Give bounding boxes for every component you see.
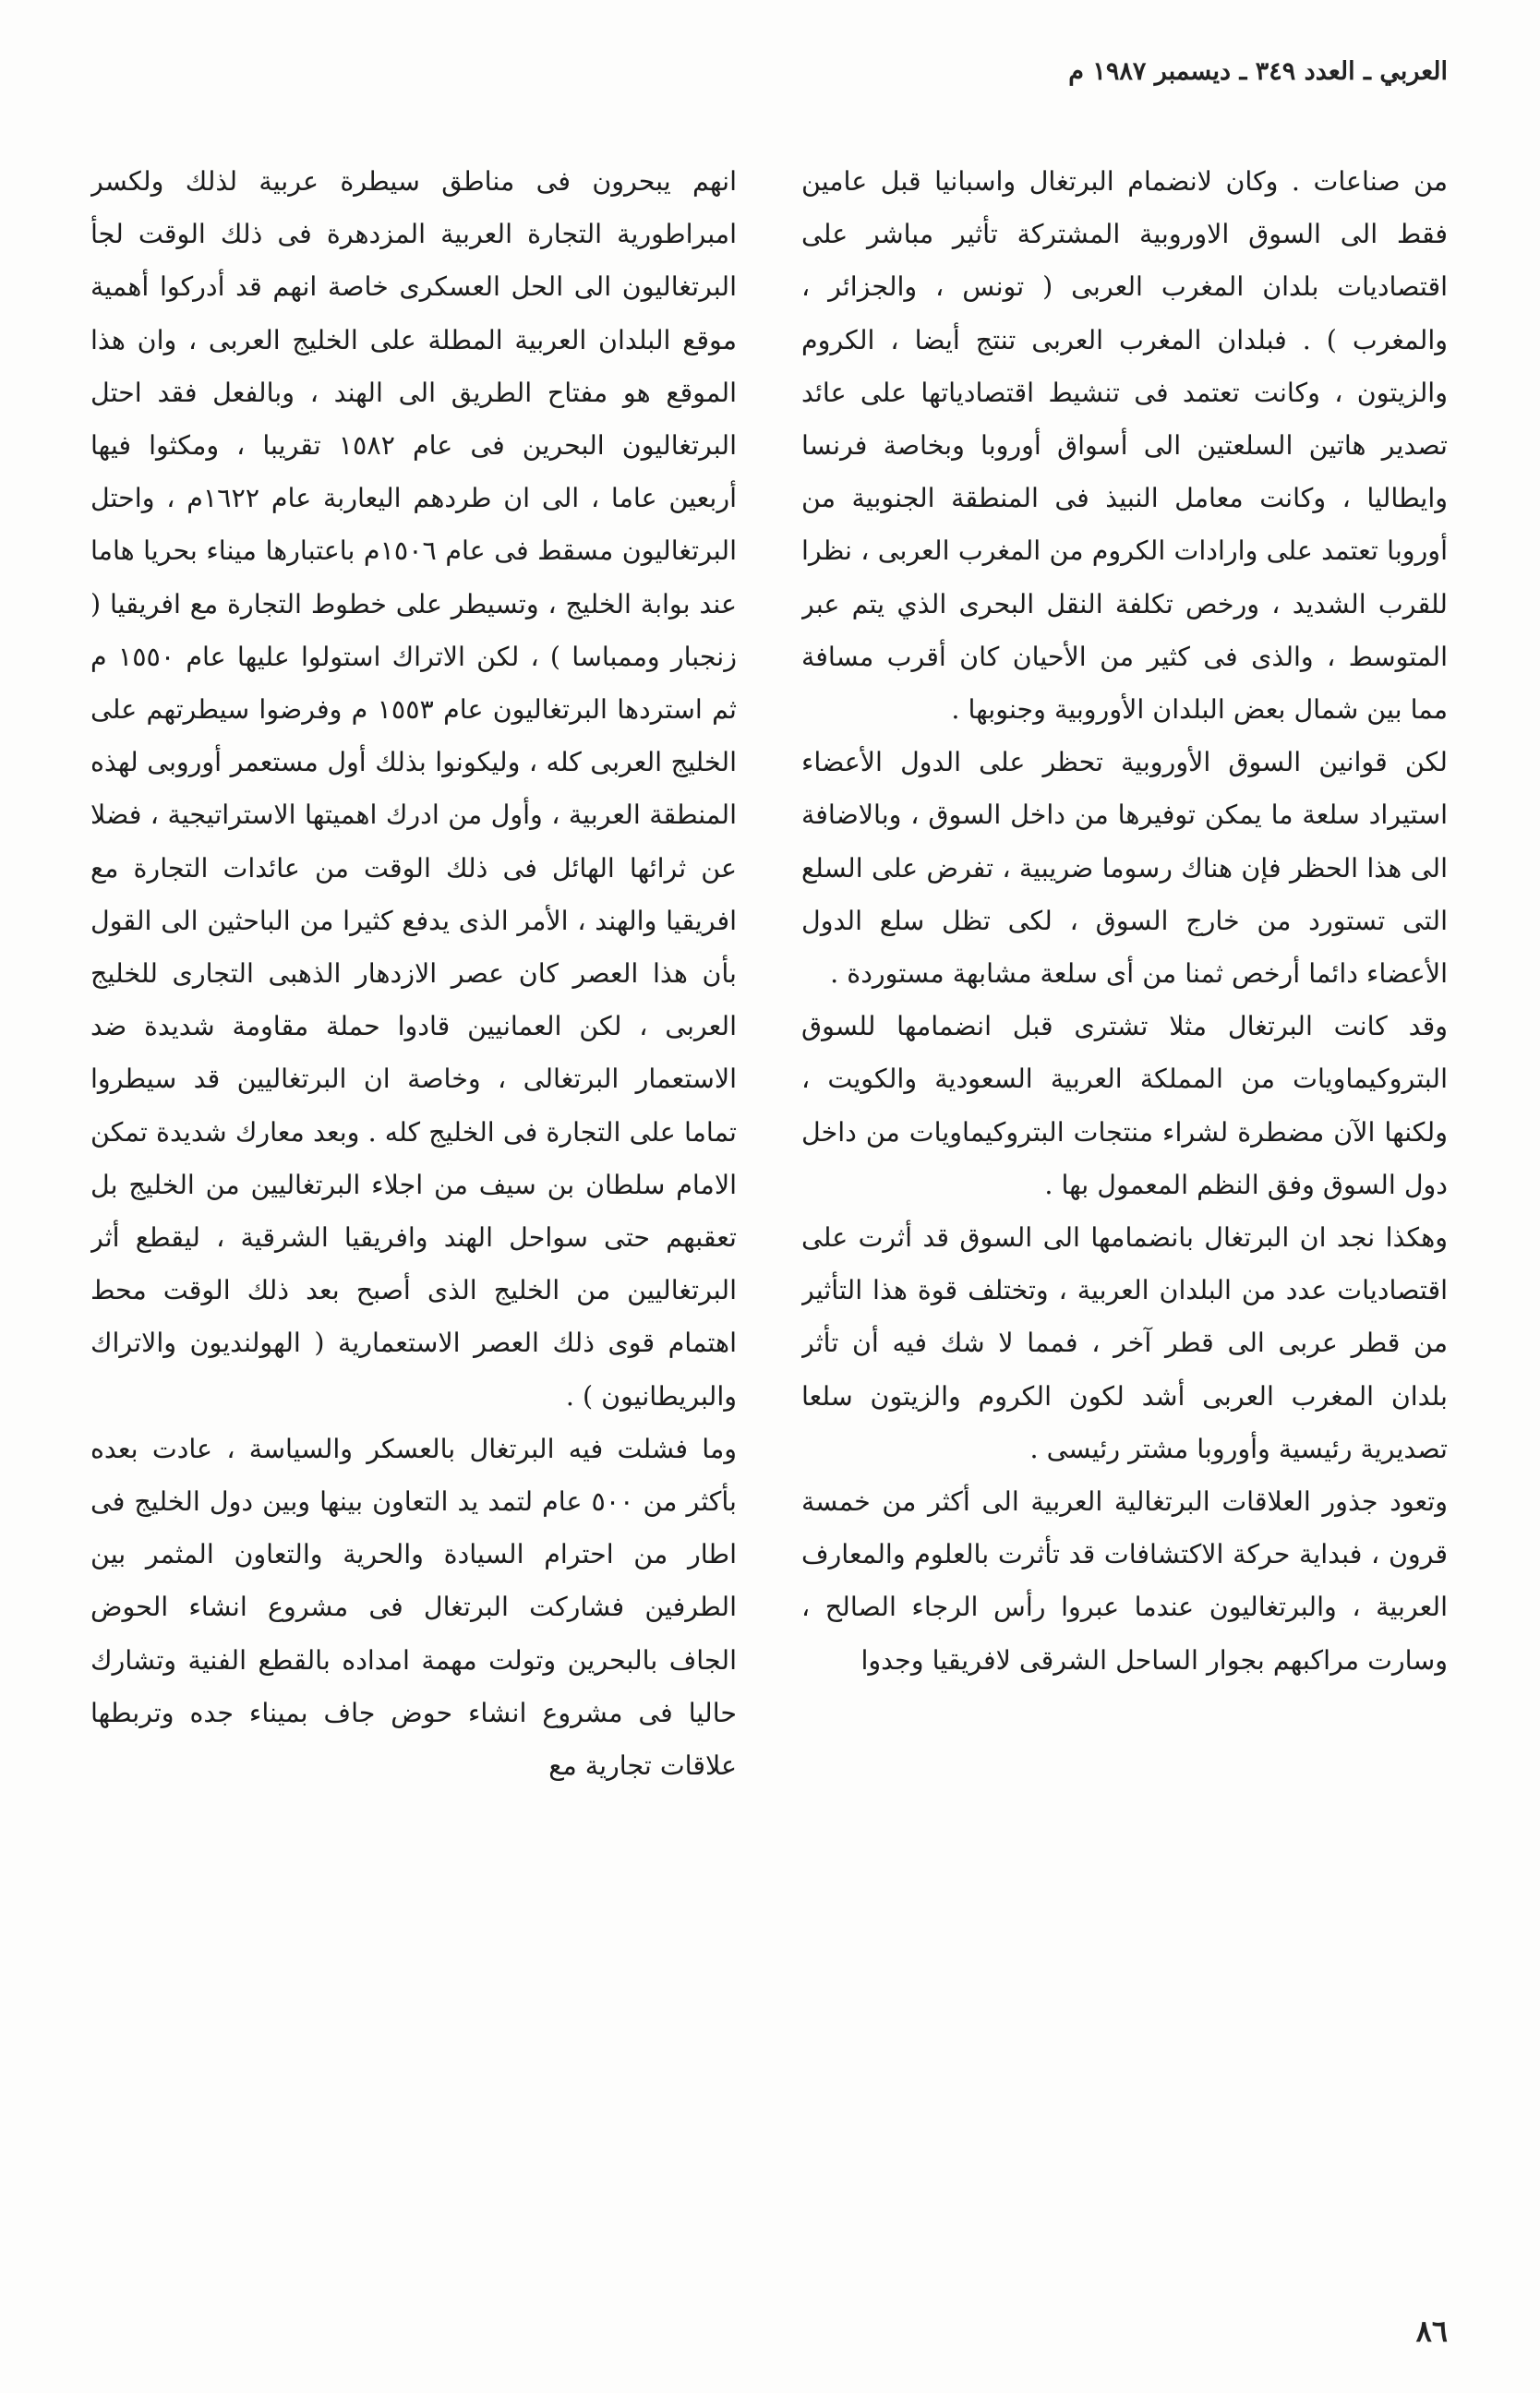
left-paragraph-1: انهم يبحرون فى مناطق سيطرة عربية لذلك ولكسر امبراطورية التجارة العربية المزدهرة فى ذلك الوقت لجأ البرتغاليون الى الحل العسكرى خاصة انهم قد أدركوا أهمية موقع البلدان العربية المطلة على الخليج العربى ، وان هذا الموقع هو مفتاح الطريق الى الهند ، وبالفعل فقد احتل البرتغاليون البحرين فى عام ١٥٨٢ تقريبا ، ومكثوا فيها أربعين عاما ، الى ان طردهم اليعاربة عام ١٦٢٢م ، واحتل البرتغاليون مسقط فى عام ١٥٠٦م باعتبارها ميناء بحريا هاما عند بوابة الخليج ، وتسيطر على خطوط التجارة مع افريقيا ( زنجبار وممباسا ) ، لكن الاتراك استولوا عليها عام ١٥٥٠ م ثم استردها البرتغاليون عام ١٥٥٣ م وفرضوا سيطرتهم على الخليج العربى كله ، وليكونوا بذلك أول مستعمر أوروبى لهذه المنطقة العربية ، وأول من ادرك اهميتها الاستراتيجية ، فضلا عن ثرائها الهائل فى ذلك الوقت من عائدات التجارة مع افريقيا والهند ، الأمر الذى يدفع كثيرا من الباحثين الى القول بأن هذا العصر كان عصر الازدهار الذهبى التجارى للخليج العربى ، لكن العمانيين قادوا حملة مقاومة شديدة ضد الاستعمار البرتغالى ، وخاصة ان البرتغاليين قد سيطروا تماما على التجارة فى الخليج كله . وبعد معارك شديدة تمكن الامام سلطان بن سيف من اجلاء البرتغاليين من الخليج بل تعقبهم حتى سواحل الهند وافريقيا الشرقية ، ليقطع أثر البرتغاليين من الخليج الذى أصبح بعد ذلك الوقت محط اهتمام قوى ذلك العصر الاستعمارية ( الهولنديون والاتراك والبريطانيون ) .	[90, 166, 737, 1412]
page-number: ٨٦	[1415, 2314, 1448, 2349]
right-paragraph-4: وهكذا نجد ان البرتغال بانضمامها الى السوق قد أثرت على اقتصاديات عدد من البلدان العربية ، وتختلف قوة هذا التأثير من قطر عربى الى قطر آخر ، فمما لا شك فيه أن تأثر بلدان المغرب العربى أشد لكون الكروم والزيتون سلعا تصديرية رئيسية وأوروبا مشتر رئيسى .	[801, 1222, 1448, 1464]
right-paragraph-2: لكن قوانين السوق الأوروبية تحظر على الدول الأعضاء استيراد سلعة ما يمكن توفيرها من داخل السوق ، وبالاضافة الى هذا الحظر فإن هناك رسوما ضريبية ، تفرض على السلع التى تستورد من خارج السوق ، لكى تظل سلع الدول الأعضاء دائما أرخص ثمنا من أى سلعة مشابهة مستوردة .	[801, 747, 1448, 990]
right-paragraph-1: من صناعات . وكان لانضمام البرتغال واسبانيا قبل عامين فقط الى السوق الاوروبية المشتركة تأثير مباشر على اقتصاديات بلدان المغرب العربى ( تونس ، والجزائر ، والمغرب ) . فبلدان المغرب العربى تنتج أيضا ، الكروم والزيتون ، وكانت تعتمد فى تنشيط اقتصادياتها على عائد تصدير هاتين السلعتين الى أسواق أوروبا وبخاصة فرنسا وايطاليا ، وكانت معامل النبيذ فى المنطقة الجنوبية من أوروبا تعتمد على وارادات الكروم من المغرب العربى ، نظرا للقرب الشديد ، ورخص تكلفة النقل البحرى الذي يتم عبر المتوسط ، والذى فى كثير من الأحيان كان أقرب مسافة مما بين شمال بعض البلدان الأوروبية وجنوبها .	[801, 166, 1448, 726]
left-paragraph-2: وما فشلت فيه البرتغال بالعسكر والسياسة ، عادت بعده بأكثر من ٥٠٠ عام لتمد يد التعاون بينها وبين دول الخليج فى اطار من احترام السيادة والحرية والتعاون المثمر بين الطرفين فشاركت البرتغال فى مشروع انشاء الحوض الجاف بالبحرين وتولت مهمة امداده بالقطع الفنية وتشارك حاليا فى مشروع انشاء حوض جاف بميناء جده وتربطها علاقات تجارية مع	[90, 1433, 737, 1782]
right-column	[801, 155, 1448, 2269]
right-paragraph-3: وقد كانت البرتغال مثلا تشترى قبل انضمامها للسوق البتروكيماويات من المملكة العربية السعودية والكويت ، ولكنها الآن مضطرة لشراء منتجات البتروكيماويات من داخل دول السوق وفق النظم المعمول بها .	[801, 1011, 1448, 1200]
running-header: العربي ـ العدد ٣٤٩ ـ ديسمبر ١٩٨٧ م	[1068, 57, 1448, 86]
right-paragraph-5: وتعود جذور العلاقات البرتغالية العربية الى أكثر من خمسة قرون ، فبداية حركة الاكتشافات قد تأثرت بالعلوم والمعارف العربية ، والبرتغاليون عندما عبروا رأس الرجاء الصالح ، وسارت مراكبهم بجوار الساحل الشرقى لافريقيا وجدوا	[801, 1486, 1448, 1676]
left-column	[90, 155, 737, 2269]
